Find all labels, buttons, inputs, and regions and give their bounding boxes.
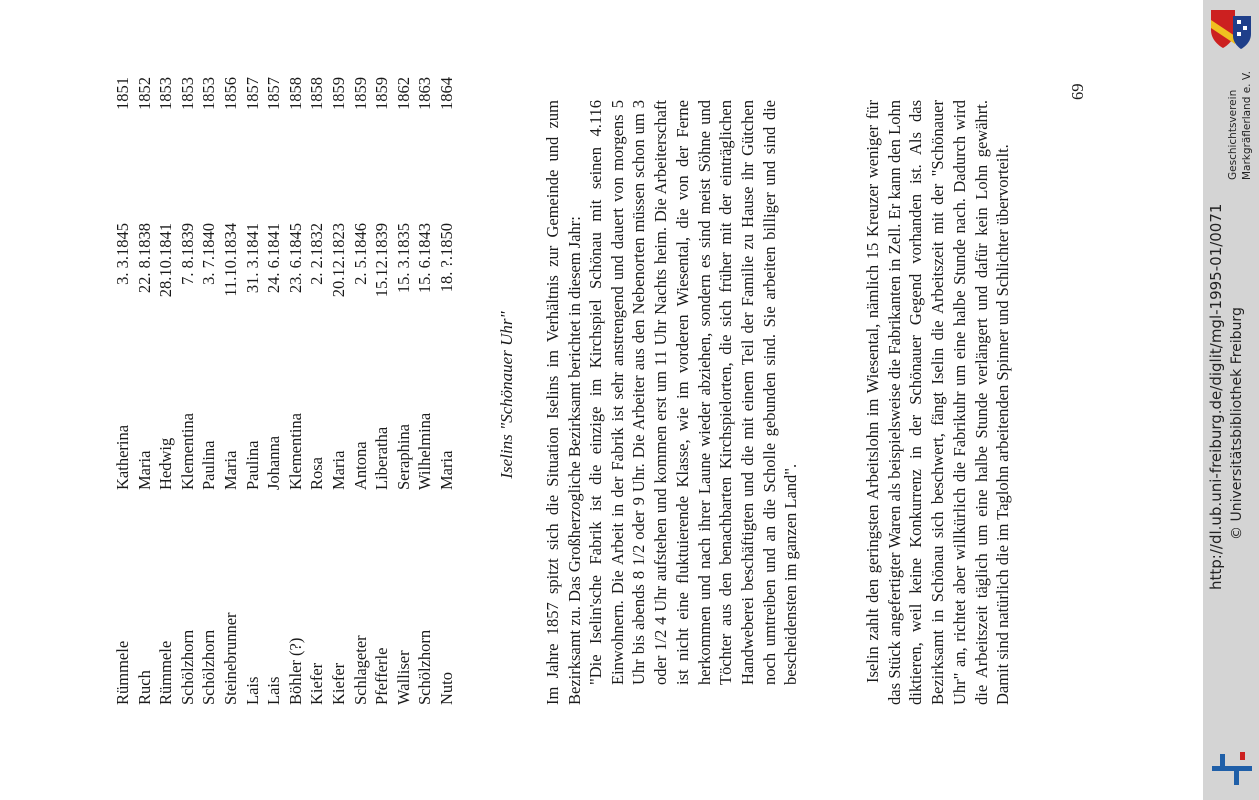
birth-date-cell: 11.10.1834 xyxy=(220,223,240,297)
birth-date-cell: 15. 3.1835 xyxy=(393,223,413,294)
year-cell: 1857 xyxy=(242,77,262,110)
first-name-cell: Maria xyxy=(134,450,154,490)
surname-cell: Ruch xyxy=(134,670,154,705)
first-name-cell: Maria xyxy=(436,450,456,490)
birth-date-cell: 22. 8.1838 xyxy=(134,223,154,294)
birth-date-cell: 28.10.1841 xyxy=(156,223,176,298)
year-cell: 1851 xyxy=(113,77,132,110)
birth-date-cell: 3. 7.1840 xyxy=(199,223,219,285)
library-copyright: © Universitätsbibliothek Freiburg xyxy=(1229,307,1245,540)
first-name-cell: Rosa xyxy=(307,457,327,490)
surname-cell: Nuto xyxy=(436,672,456,705)
first-name-cell: Paulina xyxy=(199,440,219,490)
section-heading: Iselins "Schönauer Uhr" xyxy=(497,311,516,479)
surname-cell: Rümmele xyxy=(156,640,176,705)
birth-date-cell: 31. 3.1841 xyxy=(242,223,262,294)
year-cell: 1859 xyxy=(372,77,392,110)
birth-date-cell: 18. ?.1850 xyxy=(436,223,456,293)
year-cell: 1858 xyxy=(307,77,327,110)
surname-cell: Schölzhorn xyxy=(199,629,219,705)
first-name-cell: Maria xyxy=(328,450,348,490)
document-url-link[interactable]: http://dl.ub.uni-freiburg.de/diglit/mgl-1995-01/0071 xyxy=(1207,203,1225,590)
society-name-line1: Geschichtsverein xyxy=(1227,89,1239,180)
surname-cell: Rümmele xyxy=(113,640,132,705)
first-name-cell: Johanna xyxy=(264,435,284,490)
first-name-cell: Hedwig xyxy=(156,437,176,490)
year-cell: 1853 xyxy=(199,77,219,110)
birth-date-cell: 15.12.1839 xyxy=(372,223,392,298)
year-cell: 1859 xyxy=(328,77,348,110)
surname-cell: Pfefferle xyxy=(372,647,392,705)
surname-cell: Kiefer xyxy=(307,662,327,705)
first-name-cell: Seraphina xyxy=(393,424,413,490)
surname-cell: Böhler (?) xyxy=(285,637,305,705)
birth-date-cell: 23. 6.1845 xyxy=(285,223,305,294)
paragraph-intro: Im Jahre 1857 spitzt sich die Situation Iselins im Verhältnis zur Gemeinde und zum Bezirksamt zu. Das Großherzogliche Bezirksamt berichtet in diesem Jahr: xyxy=(543,100,584,705)
library-logo-icon[interactable] xyxy=(1210,748,1254,788)
page-number: 69 xyxy=(1068,83,1087,100)
society-name-line2: Markgräflerland e. V. xyxy=(1241,70,1253,180)
birth-date-cell: 20.12.1823 xyxy=(328,223,348,298)
first-name-cell: Maria xyxy=(220,450,240,490)
year-cell: 1859 xyxy=(350,77,370,110)
surname-cell: Walliser xyxy=(393,650,413,705)
birth-date-cell: 24. 6.1841 xyxy=(264,223,284,294)
surname-cell: Schölzhorn xyxy=(177,629,197,705)
year-cell: 1852 xyxy=(134,77,154,110)
first-name-cell: Wilhelmina xyxy=(415,412,435,490)
birth-date-cell: 2. 5.1846 xyxy=(350,223,370,285)
surname-cell: Lais xyxy=(264,676,284,705)
year-cell: 1857 xyxy=(264,77,284,110)
year-cell: 1864 xyxy=(436,77,456,110)
birth-date-cell: 7. 8.1839 xyxy=(177,223,197,285)
quote-block: "Die Iselin'sche Fabrik ist die einzige im Kirchspiel Schönau mit seinen 4.116 Einwohnern. Die Arbeit in der Fabrik ist sehr anstrengend und dauert von morgens 5 Uhr bis abends 8 1/2 oder 9 Uhr. Die Arbeiter aus den Nebenorten müssen schon um 3 oder 1/2 4 Uhr aufstehen und kommen erst um 11 Uhr Nachts heim. Die Arbeiterschaft ist nicht eine fluktuierende Klasse, wie im vorderen Wiesental, die von der Ferne herkommen und nach ihrer Laune wieder abziehen, sondern es sind meist Söhne und Töchter aus den benachbarten Kirchspielorten, die sich früher mit der einträglichen Handweberei beschäftigten und die mit einem Teil der Familie zu Hause ihr Gütchen noch umtreiben und an die Scholle gebunden sind. Sie arbeiten billiger und sind die bescheidensten im ganzen Land". xyxy=(586,100,801,685)
surname-cell: Steinebrunner xyxy=(220,612,240,705)
year-cell: 1853 xyxy=(177,77,197,110)
first-name-cell: Katherina xyxy=(113,424,132,490)
year-cell: 1856 xyxy=(220,77,240,110)
birth-date-cell: 3. 3.1845 xyxy=(113,223,132,285)
surname-cell: Lais xyxy=(242,676,262,705)
birth-date-cell: 15. 6.1843 xyxy=(415,223,435,294)
birth-date-cell: 2. 2.1832 xyxy=(307,223,327,285)
surname-cell: Schölzhorn xyxy=(415,629,435,705)
year-cell: 1863 xyxy=(415,77,435,110)
first-name-cell: Klementina xyxy=(285,413,305,490)
year-cell: 1858 xyxy=(285,77,305,110)
first-name-cell: Antona xyxy=(350,441,370,490)
first-name-cell: Liberatha xyxy=(372,426,392,490)
paragraph-wages: Iselin zahlt den geringsten Arbeitslohn im Wiesental, nämlich 15 Kreuzer weniger für das Stück angefertigter Waren als beispielsweise die Fabrikanten in Zell. Er kann den Lohn diktieren, weil keine Konkurrenz in der Schönauer Gegend vorhanden ist. Als das Bezirksamt in Schönau sich beschwert, fängt Iselin die Arbeitszeit mit der "Schönauer Uhr" an, richtet aber willkürlich die Fabrikuhr um eine halbe Stunde nach. Dadurch wird die Arbeitszeit täglich um eine halbe Stunde verlängert und dafür kein Lohn gewährt. Damit sind natürlich die im Taglohn arbeitenden Spinner und Schlichter übervorteilt. xyxy=(863,100,1013,705)
surname-cell: Kiefer xyxy=(328,662,348,705)
first-name-cell: Klementina xyxy=(177,413,197,490)
year-cell: 1862 xyxy=(393,77,413,110)
first-name-cell: Paulina xyxy=(242,440,262,490)
society-crest-icon xyxy=(1207,8,1253,50)
surname-cell: Schlageter xyxy=(350,635,370,705)
year-cell: 1853 xyxy=(156,77,176,110)
